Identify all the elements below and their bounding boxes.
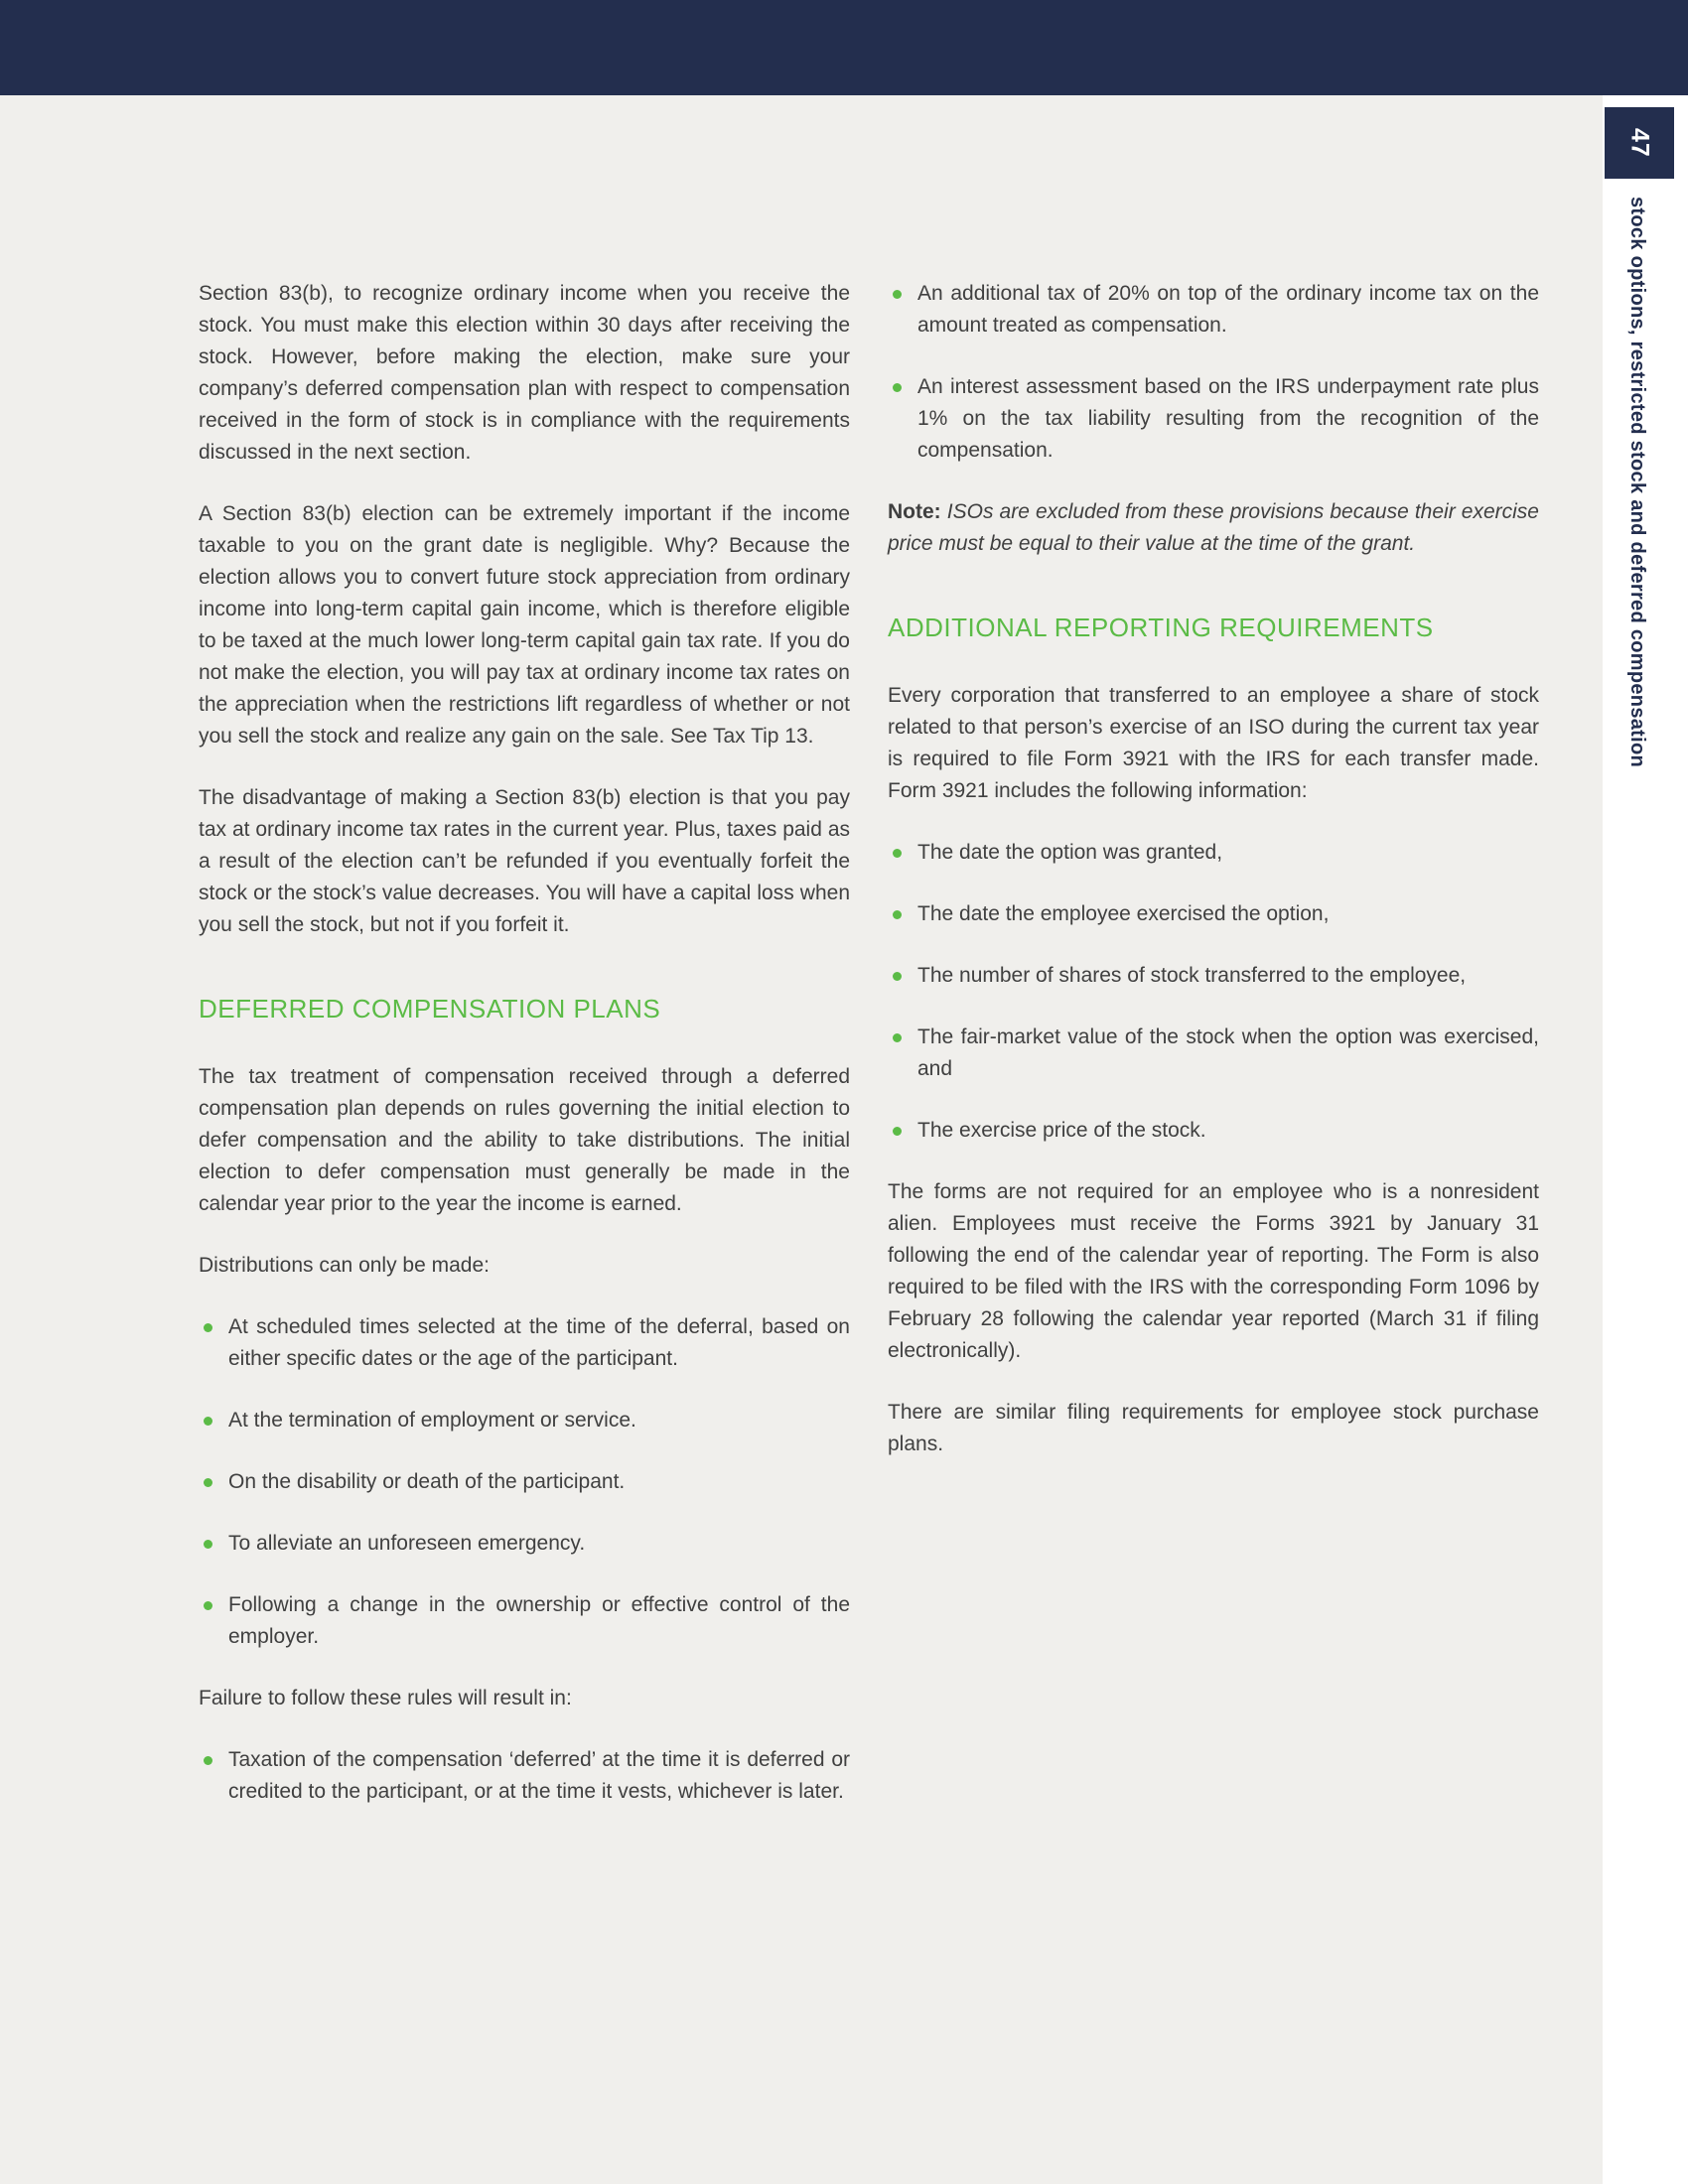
right-column	[888, 278, 1539, 1838]
bullet-text: The fair-market value of the stock when the option was exercised, and	[917, 1025, 1539, 1080]
bullet-icon	[893, 910, 902, 919]
bullet-item	[199, 1466, 850, 1498]
bullet-text: On the disability or death of the participant.	[228, 1470, 626, 1493]
bullet-item	[199, 1589, 850, 1653]
bullet-item	[199, 1744, 850, 1808]
bullet-icon	[893, 972, 902, 981]
bullet-item	[888, 278, 1539, 341]
bullet-text: Following a change in the ownership or effective control of the employer.	[228, 1593, 850, 1648]
bullet-text: At scheduled times selected at the time of the deferral, based on either specific dates or the age of the participant.	[228, 1315, 850, 1370]
bullet-text: The date the option was granted,	[917, 841, 1223, 864]
bullet-item	[888, 837, 1539, 869]
bullet-item	[888, 898, 1539, 930]
paragraph-section-83b-intro: Section 83(b), to recognize ordinary income when you receive the stock. You must make this election within 30 days after receiving the stock. However, before making the election, make sure your company’s deferred compensation plan with respect to compensation received in the form of stock is in compliance with the requirements discussed in the next section.	[199, 282, 850, 464]
bullet-icon	[204, 1417, 212, 1426]
bullet-item	[199, 1528, 850, 1560]
bullet-icon	[204, 1601, 212, 1610]
bullet-icon	[893, 849, 902, 858]
bullet-text: An additional tax of 20% on top of the ordinary income tax on the amount treated as compensation.	[917, 282, 1539, 337]
bullet-text: The date the employee exercised the option,	[917, 902, 1330, 925]
paragraph-83b-importance: A Section 83(b) election can be extremely important if the income taxable to you on the grant date is negligible. Why? Because the election allows you to convert future stock appreciation from ordinary income into long-term capital gain income, which is therefore eligible to be taxed at the much lower long-term capital gain tax rate. If you do not make the election, you will pay tax at ordinary income tax rates on the appreciation when the restrictions lift regardless of whether or not you sell the stock and realize any gain on the sale. See Tax Tip 13.	[199, 502, 850, 748]
paragraph-deferred-comp-tax-treatment: The tax treatment of compensation received through a deferred compensation plan depends on rules governing the initial election to defer compensation and the ability to take distributions. The initial election to defer compensation must generally be made in the calendar year prior to the year the income is earned.	[199, 1065, 850, 1215]
note-paragraph	[888, 496, 1539, 560]
bullet-icon	[893, 383, 902, 392]
content-area	[199, 278, 1539, 1838]
top-banner	[0, 0, 1688, 95]
paragraph-failure-lead-in: Failure to follow these rules will result in:	[199, 1687, 572, 1709]
bullet-item	[888, 960, 1539, 992]
section-heading-deferred-compensation-plans: DEFERRED COMPENSATION PLANS	[199, 994, 661, 1024]
note-label: Note:	[888, 500, 941, 523]
paragraph-form-3921-intro: Every corporation that transferred to an employee a share of stock related to that person’s exercise of an ISO during the current tax year is required to file Form 3921 with the IRS for each transfer made. Form 3921 includes the following information:	[888, 684, 1539, 802]
section-heading-additional-reporting-requirements: ADDITIONAL REPORTING REQUIREMENTS	[888, 613, 1434, 642]
bullet-text: The exercise price of the stock.	[917, 1119, 1206, 1142]
bullet-item	[888, 371, 1539, 467]
bullet-text: To alleviate an unforeseen emergency.	[228, 1532, 586, 1555]
chapter-sidebar-title: stock options, restricted stock and deferred compensation	[1626, 197, 1648, 768]
note-text: ISOs are excluded from these provisions because their exercise price must be equal to their value at the time of the grant.	[888, 500, 1539, 555]
bullet-icon	[204, 1478, 212, 1487]
page-number-tab	[1605, 107, 1674, 179]
bullet-text: An interest assessment based on the IRS underpayment rate plus 1% on the tax liability resulting from the recognition of the compensation.	[917, 375, 1539, 462]
bullet-item	[199, 1311, 850, 1375]
bullet-item	[888, 1115, 1539, 1147]
page-number: 47	[1625, 128, 1654, 158]
left-column	[199, 278, 850, 1838]
bullet-item	[199, 1405, 850, 1436]
bullet-text: At the termination of employment or service.	[228, 1409, 636, 1432]
bullet-icon	[893, 1033, 902, 1042]
bullet-text: The number of shares of stock transferred to the employee,	[917, 964, 1467, 987]
paragraph-similar-filing-requirements: There are similar filing requirements for employee stock purchase plans.	[888, 1401, 1539, 1455]
bullet-icon	[204, 1756, 212, 1765]
bullet-icon	[893, 290, 902, 299]
bullet-item	[888, 1022, 1539, 1085]
bullet-icon	[893, 1127, 902, 1136]
paragraph-forms-not-required: The forms are not required for an employee who is a nonresident alien. Employees must receive the Forms 3921 by January 31 following the end of the calendar year of reporting. The Form is also required to be filed with the IRS with the corresponding Form 1096 by February 28 following the calendar year reported (March 31 if filing electronically).	[888, 1180, 1539, 1362]
paragraph-83b-disadvantage: The disadvantage of making a Section 83(b) election is that you pay tax at ordinary income tax rates in the current year. Plus, taxes paid as a result of the election can’t be refunded if you eventually forfeit the stock or the stock’s value decreases. You will have a capital loss when you sell the stock, but not if you forfeit it.	[199, 786, 850, 936]
bullet-text: Taxation of the compensation ‘deferred’ at the time it is deferred or credited to the participant, or at the time it vests, whichever is later.	[228, 1748, 850, 1803]
bullet-icon	[204, 1323, 212, 1332]
paragraph-distributions-lead-in: Distributions can only be made:	[199, 1254, 490, 1277]
bullet-icon	[204, 1540, 212, 1549]
